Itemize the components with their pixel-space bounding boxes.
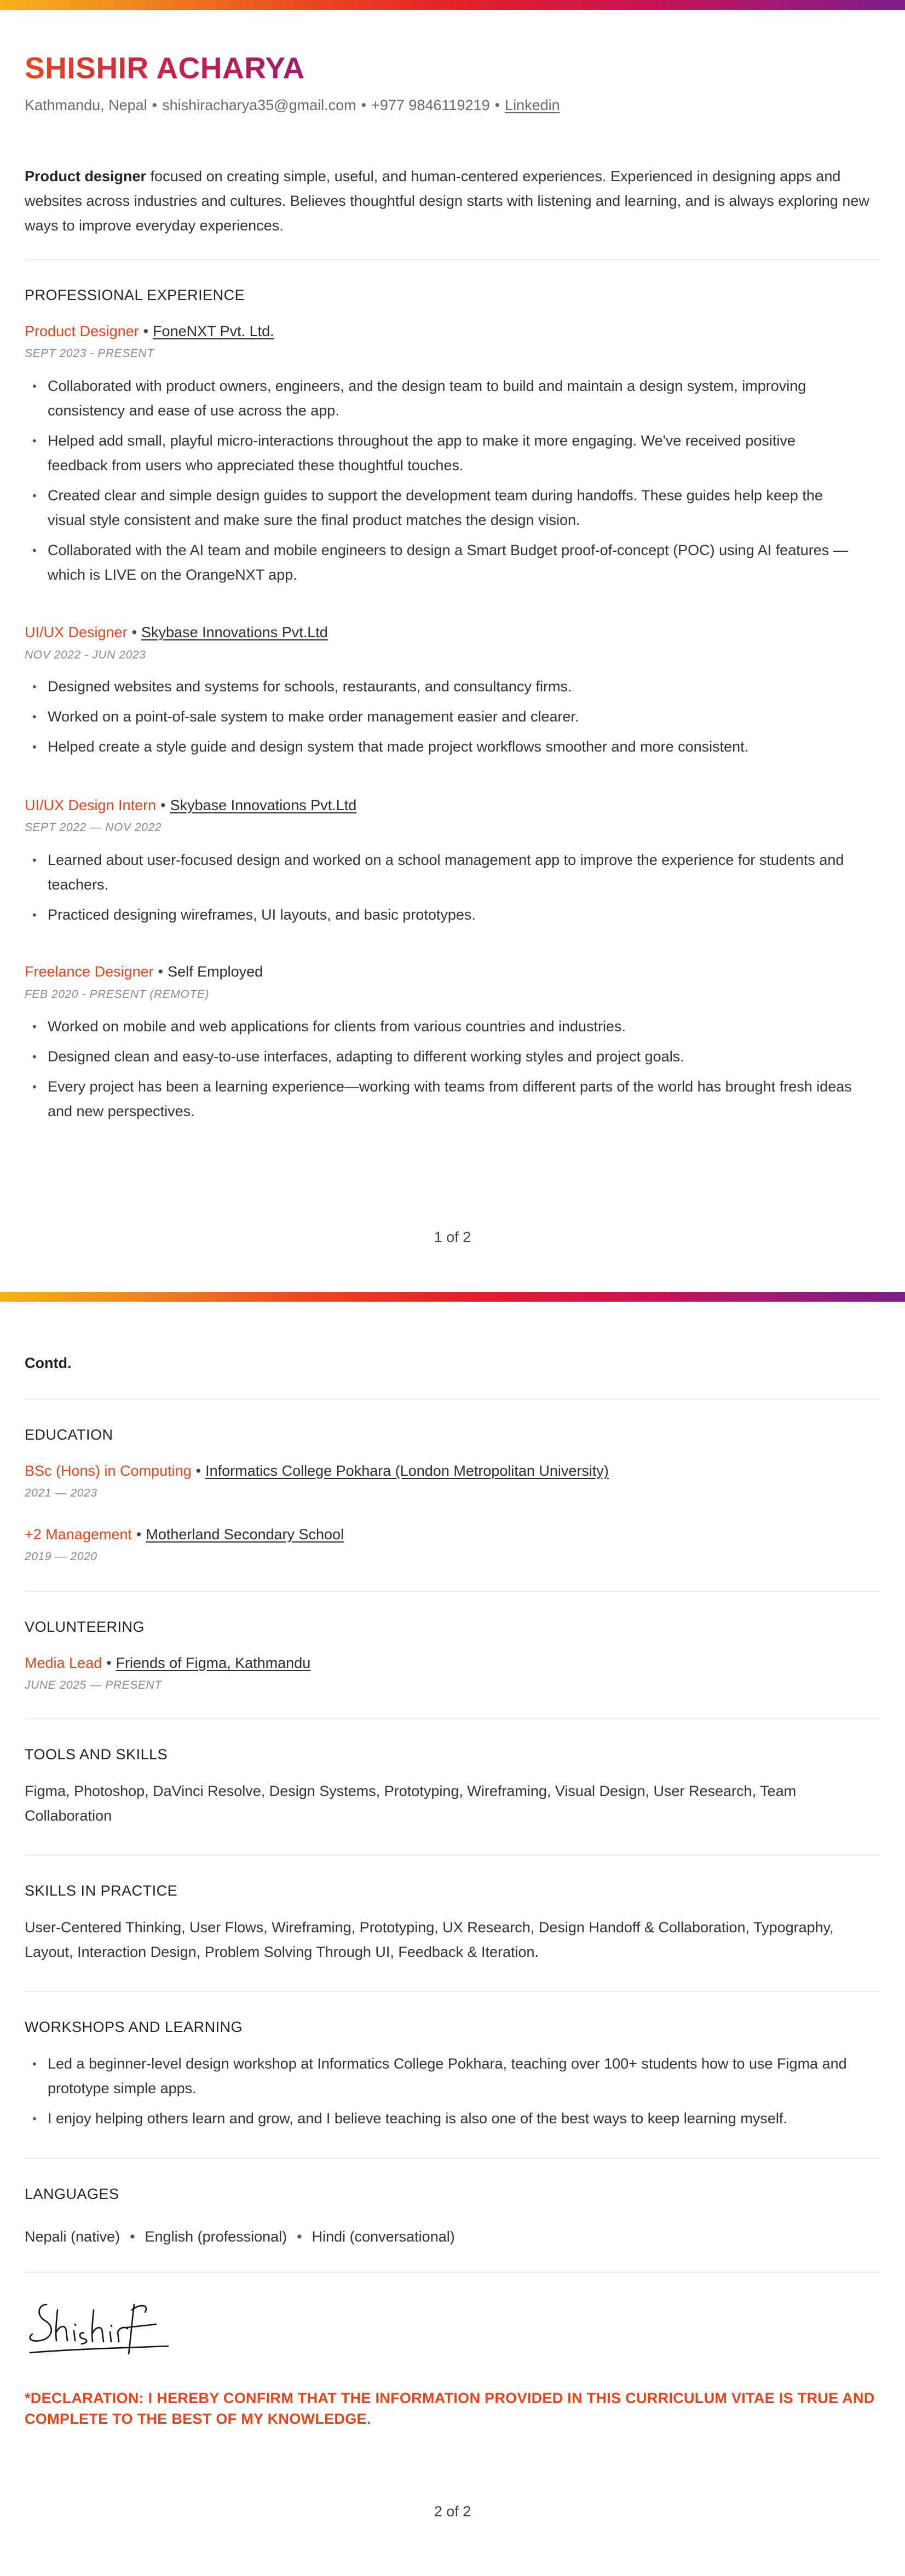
page-number: 2 of 2 — [434, 2503, 471, 2520]
page-number: 1 of 2 — [434, 1229, 471, 1245]
list-item: • Learned about user-focused design and worked on a school management app to improve the experience for students and teachers. — [25, 848, 857, 897]
divider — [25, 1399, 880, 1400]
job-role: Freelance Designer — [25, 963, 154, 980]
list-item: • Designed clean and easy-to-use interfaces, adapting to different working styles and project goals. — [25, 1044, 857, 1069]
job-bullets — [25, 1014, 857, 1124]
list-item: • Collaborated with product owners, engineers, and the design team to build and maintain a design system, improving consistency and ease of use across the app. — [25, 374, 857, 423]
job-bullets — [25, 674, 857, 759]
linkedin-link[interactable]: Linkedin — [505, 97, 560, 113]
education-heading: EDUCATION — [25, 1426, 113, 1443]
job-role: UI/UX Design Intern — [25, 797, 157, 813]
signature — [25, 2288, 172, 2367]
education-dates: 2021 — 2023 — [25, 1487, 97, 1499]
school-link[interactable]: Motherland Secondary School — [146, 1526, 344, 1543]
volunteering-dates: JUNE 2025 — PRESENT — [25, 1679, 162, 1691]
separator-dot: • — [494, 97, 500, 113]
top-gradient-bar — [0, 0, 905, 10]
list-item: • Led a beginner-level design workshop at Informatics College Pokhara, teaching over 100+ students how to use Figma and prototype simple apps. — [25, 2052, 857, 2101]
divider — [25, 259, 880, 260]
workshops-heading: WORKSHOPS AND LEARNING — [25, 2019, 243, 2035]
skills-practice-heading: SKILLS IN PRACTICE — [25, 1882, 178, 1899]
job-dates: FEB 2020 - PRESENT (REMOTE) — [25, 988, 210, 1001]
list-item: • Practiced designing wireframes, UI layouts, and basic prototypes. — [25, 903, 857, 927]
continued-label: Contd. — [25, 1355, 72, 1371]
tools-text: Figma, Photoshop, DaVinci Resolve, Design Systems, Prototyping, Wireframing, Visual Design, User Research, Team Collaboration — [25, 1783, 797, 1824]
job-company-link[interactable]: FoneNXT Pvt. Ltd. — [153, 323, 274, 339]
list-item: • Helped create a style guide and design system that made project workflows smoother and more consistent. — [25, 735, 857, 759]
education-line: BSc (Hons) in Computing • Informatics College Pokhara (London Metropolitan University) — [25, 1463, 609, 1479]
job-company-link[interactable]: Skybase Innovations Pvt.Ltd — [170, 797, 357, 813]
language-item: Hindi (conversational) — [312, 2228, 455, 2245]
list-item: • Helped add small, playful micro-interactions throughout the app to make it more engaging. We've received positive feedback from users who appreciated these thoughtful touches. — [25, 429, 857, 478]
candidate-name: SHISHIR ACHARYA — [25, 51, 305, 85]
tools-heading: TOOLS AND SKILLS — [25, 1746, 168, 1763]
education-line: +2 Management • Motherland Secondary School — [25, 1526, 344, 1543]
email[interactable]: shishiracharya35@gmail.com — [162, 97, 356, 113]
job-role: UI/UX Designer — [25, 624, 128, 640]
volunteering-heading: VOLUNTEERING — [25, 1619, 145, 1635]
languages-heading: LANGUAGES — [25, 2186, 119, 2202]
divider — [25, 1855, 880, 1856]
declaration-text: *DECLARATION: I HEREBY CONFIRM THAT THE INFORMATION PROVIDED IN THIS CURRICULUM VITAE IS TRUE AND COMPLETE TO THE BEST OF MY KNOWLEDGE. — [25, 2390, 875, 2427]
job-title-line: Freelance Designer • Self Employed — [25, 963, 263, 980]
languages-list: Nepali (native) • English (professional) • Hindi (conversational) — [25, 2228, 455, 2245]
phone[interactable]: +977 9846119219 — [371, 97, 490, 113]
job-dates: SEPT 2022 — NOV 2022 — [25, 821, 162, 834]
separator-dot: • — [361, 97, 367, 113]
list-item: • Worked on a point-of-sale system to make order management easier and clearer. — [25, 704, 857, 729]
skills-practice-text: User-Centered Thinking, User Flows, Wireframing, Prototyping, UX Research, Design Handoff & Collaboration, Typography, Layout, Interaction Design, Problem Solving Through UI, Feedback & Iteration. — [25, 1919, 834, 1960]
divider — [25, 2158, 880, 2159]
language-item: Nepali (native) — [25, 2228, 120, 2245]
list-item: • Designed websites and systems for schools, restaurants, and consultancy firms. — [25, 674, 857, 699]
summary-lead: Product designer — [25, 168, 147, 184]
workshop-bullets — [25, 2052, 857, 2131]
volunteer-role: Media Lead — [25, 1655, 102, 1671]
separator-dot: • — [152, 97, 158, 113]
job-company-link[interactable]: Skybase Innovations Pvt.Ltd — [141, 624, 328, 640]
top-gradient-bar — [0, 1292, 905, 1302]
profile-summary — [25, 164, 879, 238]
location: Kathmandu, Nepal — [25, 97, 147, 113]
experience-heading: PROFESSIONAL EXPERIENCE — [25, 287, 245, 303]
divider — [25, 2272, 880, 2273]
job-bullets — [25, 848, 857, 927]
language-item: English (professional) — [145, 2228, 287, 2245]
resume-page-2 — [0, 1292, 905, 2576]
degree: +2 Management — [25, 1526, 132, 1543]
divider — [25, 1991, 880, 1992]
volunteering-line: Media Lead • Friends of Figma, Kathmandu — [25, 1655, 311, 1671]
job-dates: NOV 2022 - JUN 2023 — [25, 649, 146, 661]
volunteer-org-link[interactable]: Friends of Figma, Kathmandu — [116, 1655, 311, 1671]
list-item: • Worked on mobile and web applications for clients from various countries and industries. — [25, 1014, 857, 1039]
job-company: Self Employed — [168, 963, 263, 980]
job-dates: SEPT 2023 - PRESENT — [25, 347, 154, 360]
job-role: Product Designer — [25, 323, 139, 339]
school-link[interactable]: Informatics College Pokhara (London Metropolitan University) — [205, 1463, 609, 1479]
list-item: • Every project has been a learning experience—working with teams from different parts of the world has brought fresh ideas and new perspectives. — [25, 1075, 857, 1124]
list-item: • Created clear and simple design guides to support the development team during handoffs. These guides help keep the visual style consistent and make sure the final product matches the design vision. — [25, 483, 857, 533]
divider — [25, 1591, 880, 1592]
education-dates: 2019 — 2020 — [25, 1550, 97, 1563]
divider — [25, 1718, 880, 1719]
job-title-line: Product Designer • FoneNXT Pvt. Ltd. — [25, 323, 274, 339]
signature-image — [25, 2288, 172, 2365]
degree: BSc (Hons) in Computing — [25, 1463, 192, 1479]
job-bullets — [25, 374, 857, 587]
list-item: • Collaborated with the AI team and mobile engineers to design a Smart Budget proof-of-concept (POC) using AI features — which is LIVE on the OrangeNXT app. — [25, 538, 857, 587]
contact-line — [25, 97, 560, 114]
job-title-line: UI/UX Design Intern • Skybase Innovations Pvt.Ltd — [25, 797, 357, 813]
list-item: • I enjoy helping others learn and grow, and I believe teaching is also one of the best ways to keep learning myself. — [25, 2106, 857, 2131]
summary-text: focused on creating simple, useful, and human-centered experiences. Experienced in designing apps and websites across industries and cultures. Believes thoughtful design starts with listening and learning, and is always exploring new ways to improve everyday experiences. — [25, 168, 869, 234]
job-title-line: UI/UX Designer • Skybase Innovations Pvt.Ltd — [25, 624, 328, 640]
